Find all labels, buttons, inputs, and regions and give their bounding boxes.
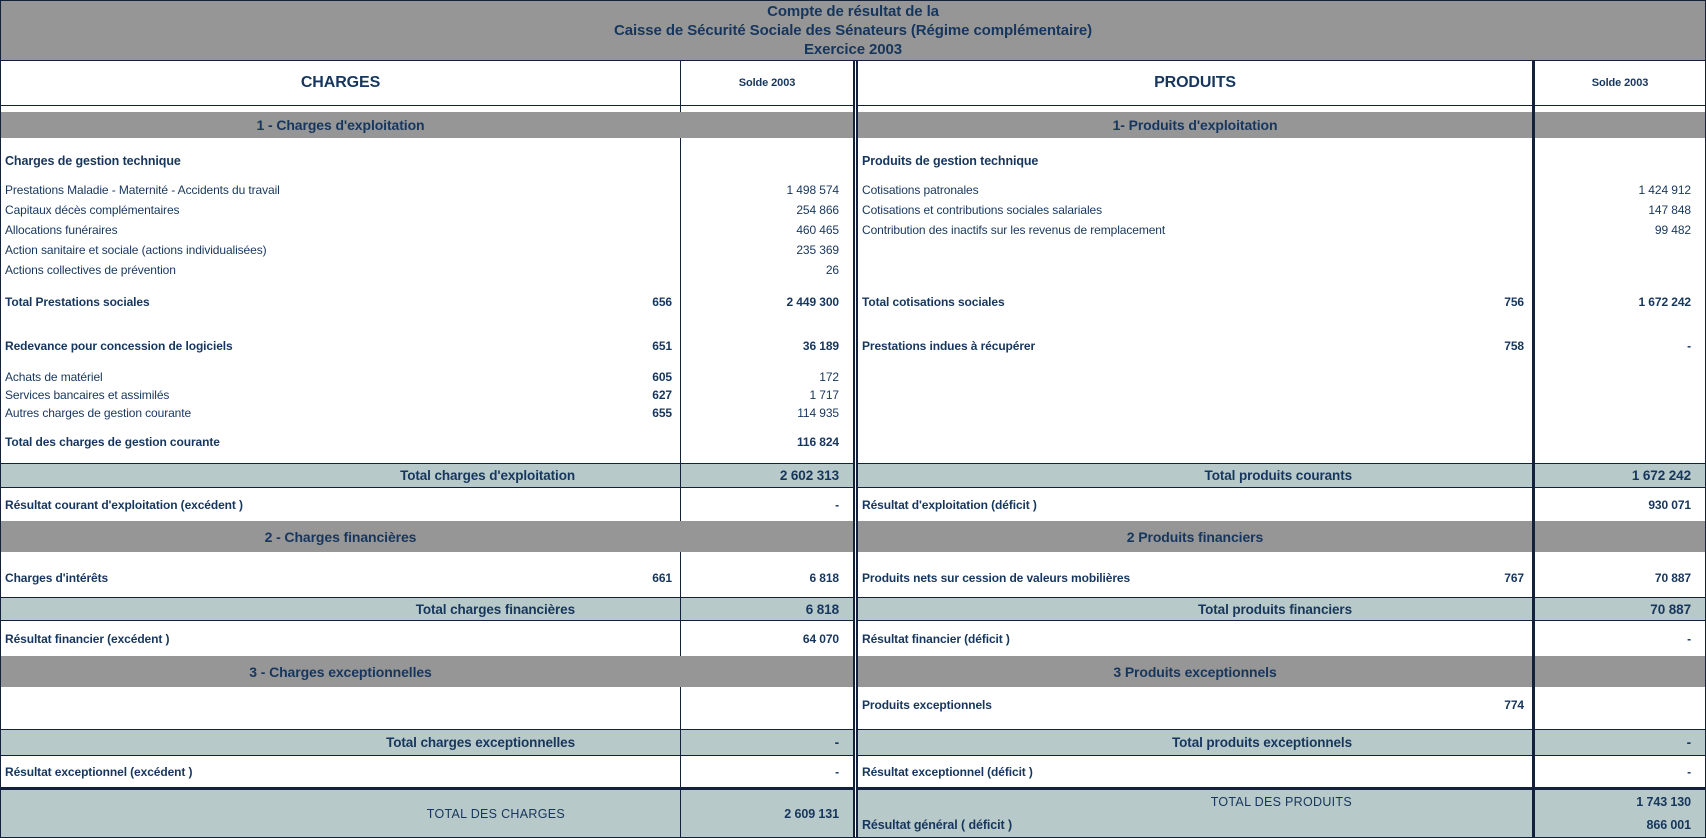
- solde-value: -: [1532, 621, 1705, 656]
- solde-2003-header-left: Solde 2003: [680, 61, 853, 105]
- row-label-text: 2 - Charges financières: [264, 528, 417, 545]
- table-row: [1, 404, 853, 422]
- subtotal-row: [1, 729, 853, 756]
- result-row: [858, 756, 1705, 787]
- spacer-row: [1, 138, 853, 152]
- spacer-row: [1, 280, 853, 292]
- table-row: [858, 432, 1705, 452]
- report-title-line-3: Exercice 2003: [804, 41, 902, 58]
- account-code: 756: [1504, 295, 1524, 309]
- solde-value: [1532, 312, 1705, 336]
- row-label-text: Redevance pour concession de logiciels: [5, 339, 233, 353]
- row-label: [1, 200, 680, 220]
- solde-value: [680, 589, 853, 597]
- row-label: [1, 180, 680, 200]
- row-label-text: Total produits courants: [1204, 468, 1352, 483]
- charges-rows: [1, 106, 853, 787]
- table-row: [858, 404, 1705, 422]
- result-row: [858, 621, 1705, 656]
- row-label: [1, 404, 680, 422]
- solde-value: [680, 280, 853, 292]
- solde-2003-header-right: Solde 2003: [1532, 61, 1705, 105]
- table-row: [858, 695, 1705, 715]
- solde-value: 70 887: [1532, 598, 1705, 620]
- solde-value: [1532, 695, 1705, 715]
- grand-total-charges-value: 2 609 131: [680, 790, 853, 837]
- solde-value: [680, 312, 853, 336]
- grand-total-produits-value: 1 743 130: [1532, 790, 1705, 814]
- solde-value: -: [1532, 336, 1705, 356]
- row-label: [858, 292, 1532, 312]
- row-label: [858, 756, 1532, 787]
- resultat-general-row: [858, 814, 1705, 838]
- spacer-row: [858, 280, 1705, 292]
- charges-header-row: [1, 61, 853, 106]
- solde-value: [1532, 422, 1705, 432]
- table-row: [1, 432, 853, 452]
- row-label: [858, 730, 1532, 755]
- grand-total-charges-row: [1, 790, 853, 837]
- row-label: [1, 152, 680, 170]
- subtotal-row: [858, 597, 1705, 621]
- solde-value: 99 482: [1532, 220, 1705, 240]
- row-label: [858, 567, 1532, 589]
- account-code: 627: [652, 388, 672, 402]
- solde-value: [1532, 280, 1705, 292]
- spacer-row: [858, 687, 1705, 695]
- grand-total-charges-label: TOTAL DES CHARGES: [426, 806, 565, 821]
- row-label: [858, 422, 1532, 432]
- charges-column-header: CHARGES: [300, 74, 381, 91]
- row-label: [858, 452, 1532, 463]
- row-label-text: Cotisations patronales: [862, 183, 979, 197]
- row-label: [1, 138, 680, 152]
- row-label-text: Produits nets sur cession de valeurs mobilières: [862, 571, 1131, 585]
- solde-value: 114 935: [680, 404, 853, 422]
- grand-total-produits-row: [858, 790, 1705, 814]
- solde-value: 36 189: [680, 336, 853, 356]
- row-label-text: 2 Produits financiers: [1126, 528, 1264, 545]
- section-header-row: [858, 656, 1705, 687]
- account-code: 605: [652, 370, 672, 384]
- table-row: [1, 336, 853, 356]
- row-label-text: Total des charges de gestion courante: [5, 435, 220, 449]
- table-row: [858, 336, 1705, 356]
- row-label: [1, 687, 680, 695]
- row-label-text: Résultat financier (déficit ): [862, 631, 1010, 646]
- spacer-row: [858, 138, 1705, 152]
- table-row: [858, 368, 1705, 386]
- subtotal-row: [858, 729, 1705, 756]
- row-label-text: Contribution des inactifs sur les revenus de remplacement: [862, 223, 1166, 237]
- row-label: [1, 386, 680, 404]
- row-label: [1, 292, 680, 312]
- result-row: [858, 488, 1705, 521]
- table-row: [1, 292, 853, 312]
- section-header-row: [858, 521, 1705, 552]
- row-label: [858, 621, 1532, 656]
- row-label: [858, 695, 1532, 715]
- solde-value: 70 887: [1532, 567, 1705, 589]
- table-row: [1, 220, 853, 240]
- row-label-text: Total Prestations sociales: [5, 295, 150, 309]
- row-label-text: 1 - Charges d'exploitation: [256, 117, 425, 133]
- solde-value: [680, 422, 853, 432]
- row-label-text: Total charges d'exploitation: [400, 468, 575, 483]
- solde-value: [1532, 386, 1705, 404]
- row-label-text: Total charges financières: [415, 601, 575, 617]
- section-header-row: [858, 112, 1705, 138]
- row-label-text: Produits exceptionnels: [862, 698, 992, 712]
- result-row: [1, 756, 853, 787]
- row-label: [858, 404, 1532, 422]
- solde-value: [680, 552, 853, 567]
- row-label: [1, 280, 680, 292]
- row-label: [858, 170, 1532, 180]
- report-title-line-1: Compte de résultat de la: [767, 3, 939, 20]
- row-label: [858, 200, 1532, 220]
- solde-value: 1 717: [680, 386, 853, 404]
- table-row: [858, 180, 1705, 200]
- grand-total-charges-block: [1, 787, 853, 837]
- solde-value: 172: [680, 368, 853, 386]
- row-label-text: Charges de gestion technique: [5, 154, 181, 168]
- solde-value: [1532, 170, 1705, 180]
- account-code: 651: [652, 339, 672, 353]
- result-row: [1, 621, 853, 656]
- row-label: [858, 386, 1532, 404]
- solde-value: -: [1532, 730, 1705, 755]
- spacer-row: [858, 422, 1705, 432]
- row-label-text: Services bancaires et assimilés: [5, 388, 170, 402]
- row-label: [1, 452, 680, 463]
- spacer-row: [858, 170, 1705, 180]
- produits-header-row: [858, 61, 1705, 106]
- spacer-row: [1, 715, 853, 729]
- row-label-text: 3 Produits exceptionnels: [1113, 663, 1277, 680]
- solde-value: [680, 356, 853, 368]
- row-label-text: Total charges exceptionnelles: [386, 735, 575, 750]
- solde-value: -: [680, 756, 853, 787]
- row-label: [1, 521, 680, 552]
- subtotal-row: [1, 597, 853, 621]
- produits-rows: [858, 106, 1705, 787]
- row-label: [1, 260, 680, 280]
- row-label: [858, 598, 1532, 620]
- table-row: [1, 386, 853, 404]
- solde-value: -: [1532, 756, 1705, 787]
- resultat-general-value: 866 001: [1532, 814, 1705, 838]
- result-row: [1, 488, 853, 521]
- row-label-text: Cotisations et contributions sociales salariales: [862, 203, 1102, 217]
- table-row: [1, 180, 853, 200]
- solde-value: [1532, 432, 1705, 452]
- row-label-text: Résultat exceptionnel (déficit ): [862, 764, 1033, 779]
- solde-value: [1532, 687, 1705, 695]
- solde-value: 147 848: [1532, 200, 1705, 220]
- solde-value: 235 369: [680, 240, 853, 260]
- spacer-row: [1, 589, 853, 597]
- spacer-row: [1, 170, 853, 180]
- row-label-text: Résultat d'exploitation (déficit ): [862, 497, 1037, 512]
- row-label-text: Total produits financiers: [1197, 601, 1352, 617]
- row-label: [1, 730, 680, 755]
- subtotal-row: [858, 463, 1705, 488]
- row-label: [858, 432, 1532, 452]
- row-label-text: Prestations indues à récupérer: [862, 339, 1036, 353]
- spacer-row: [858, 312, 1705, 336]
- produits-column-header: PRODUITS: [1154, 74, 1236, 91]
- row-label-text: Produits de gestion technique: [862, 154, 1039, 168]
- spacer-row: [1, 312, 853, 336]
- row-label: [858, 180, 1532, 200]
- spacer-row: [858, 715, 1705, 729]
- solde-value: 2 449 300: [680, 292, 853, 312]
- row-label-text: Actions collectives de prévention: [5, 263, 176, 277]
- table-row: [858, 260, 1705, 280]
- row-label-text: Prestations Maladie - Maternité - Accidents du travail: [5, 183, 280, 197]
- row-label: [1, 488, 680, 521]
- account-code: 655: [652, 406, 672, 420]
- spacer-row: [1, 422, 853, 432]
- subheading-row: [858, 152, 1705, 170]
- table-row: [858, 386, 1705, 404]
- row-label: [1, 598, 680, 620]
- account-code: 774: [1504, 698, 1524, 712]
- solde-value: 1 672 242: [1532, 292, 1705, 312]
- solde-value: [1532, 240, 1705, 260]
- row-label: [1, 112, 680, 138]
- solde-value: [1532, 404, 1705, 422]
- account-code: 661: [652, 571, 672, 585]
- row-label: [1, 695, 680, 715]
- row-label: [858, 152, 1532, 170]
- row-label: [858, 521, 1532, 552]
- row-label: [1, 715, 680, 729]
- row-label: [1, 170, 680, 180]
- table-row: [858, 292, 1705, 312]
- solde-value: 64 070: [680, 621, 853, 656]
- spacer-row: [1, 452, 853, 463]
- solde-value: [1532, 521, 1705, 552]
- table-row: [1, 567, 853, 589]
- row-label: [858, 464, 1532, 487]
- section-header-row: [1, 112, 853, 138]
- row-label-text: Total produits exceptionnels: [1172, 735, 1352, 750]
- row-label: [858, 280, 1532, 292]
- solde-value: 2 602 313: [680, 464, 853, 487]
- row-label-text: Allocations funéraires: [5, 223, 118, 237]
- table-row: [1, 200, 853, 220]
- solde-value: [680, 687, 853, 695]
- spacer-row: [1, 552, 853, 567]
- row-label: [1, 756, 680, 787]
- solde-value: [680, 715, 853, 729]
- solde-value: 1 498 574: [680, 180, 853, 200]
- solde-value: 116 824: [680, 432, 853, 452]
- solde-value: [680, 170, 853, 180]
- row-label: [1, 552, 680, 567]
- table-row: [858, 200, 1705, 220]
- row-label: [1, 220, 680, 240]
- row-label: [1, 621, 680, 656]
- solde-value: [1532, 138, 1705, 152]
- report-title: [1, 1, 1705, 61]
- spacer-row: [858, 552, 1705, 567]
- account-code: 656: [652, 295, 672, 309]
- row-label: [1, 240, 680, 260]
- row-label: [858, 112, 1532, 138]
- row-label: [858, 687, 1532, 695]
- row-label: [858, 552, 1532, 567]
- table-row: [1, 260, 853, 280]
- row-label-text: Action sanitaire et sociale (actions individualisées): [5, 243, 267, 257]
- solde-value: 930 071: [1532, 488, 1705, 521]
- grand-total-produits-label: TOTAL DES PRODUITS: [1210, 794, 1352, 809]
- row-label: [1, 368, 680, 386]
- solde-value: 460 465: [680, 220, 853, 240]
- spacer-row: [1, 356, 853, 368]
- table-row: [858, 567, 1705, 589]
- row-label: [858, 715, 1532, 729]
- row-label: [1, 656, 680, 687]
- resultat-general-label: Résultat général ( déficit ): [862, 818, 1013, 833]
- row-label: [858, 368, 1532, 386]
- grand-total-produits-block: [858, 787, 1705, 837]
- row-label: [1, 356, 680, 368]
- table-row: [1, 368, 853, 386]
- row-label-text: Résultat courant d'exploitation (excédent ): [5, 497, 243, 512]
- solde-value: 1 672 242: [1532, 464, 1705, 487]
- row-label: [1, 589, 680, 597]
- row-label-text: Résultat exceptionnel (excédent ): [5, 764, 193, 779]
- row-label: [858, 138, 1532, 152]
- row-label: [1, 312, 680, 336]
- solde-value: [1532, 715, 1705, 729]
- row-label: [858, 312, 1532, 336]
- section-header-row: [1, 656, 853, 687]
- row-label: [1, 422, 680, 432]
- row-label: [858, 589, 1532, 597]
- solde-value: [1532, 656, 1705, 687]
- account-code: 758: [1504, 339, 1524, 353]
- spacer-row: [858, 356, 1705, 368]
- row-label: [1, 432, 680, 452]
- solde-value: [680, 112, 853, 138]
- produits-panel: [858, 61, 1705, 837]
- solde-value: 26: [680, 260, 853, 280]
- row-label-text: Autres charges de gestion courante: [5, 406, 192, 420]
- subheading-row: [1, 152, 853, 170]
- row-label: [1, 567, 680, 589]
- solde-value: [680, 452, 853, 463]
- row-label-text: Achats de matériel: [5, 370, 103, 384]
- row-label: [858, 336, 1532, 356]
- table-row: [858, 220, 1705, 240]
- solde-value: [680, 152, 853, 170]
- row-label: [858, 488, 1532, 521]
- solde-value: 1 424 912: [1532, 180, 1705, 200]
- subtotal-row: [1, 463, 853, 488]
- solde-value: [680, 521, 853, 552]
- row-label: [1, 336, 680, 356]
- solde-value: 6 818: [680, 598, 853, 620]
- solde-value: [1532, 589, 1705, 597]
- solde-value: [680, 138, 853, 152]
- spacer-row: [858, 589, 1705, 597]
- solde-value: [1532, 368, 1705, 386]
- row-label-text: Total cotisations sociales: [862, 295, 1005, 309]
- row-label: [858, 260, 1532, 280]
- row-label-text: Charges d'intérêts: [5, 571, 109, 585]
- solde-value: -: [680, 488, 853, 521]
- report-title-line-2: Caisse de Sécurité Sociale des Sénateurs (Régime complémentaire): [614, 22, 1092, 39]
- solde-value: [680, 656, 853, 687]
- table-row: [858, 240, 1705, 260]
- spacer-row: [1, 687, 853, 695]
- solde-value: -: [680, 730, 853, 755]
- spacer-row: [858, 452, 1705, 463]
- section-header-row: [1, 521, 853, 552]
- account-code: 767: [1504, 571, 1524, 585]
- row-label-text: 1- Produits d'exploitation: [1112, 117, 1278, 133]
- row-label: [858, 356, 1532, 368]
- row-label-text: Résultat financier (excédent ): [5, 631, 170, 646]
- solde-value: [1532, 452, 1705, 463]
- solde-value: [1532, 152, 1705, 170]
- row-label: [858, 220, 1532, 240]
- table-row: [1, 695, 853, 715]
- solde-value: 6 818: [680, 567, 853, 589]
- solde-value: [1532, 552, 1705, 567]
- row-label-text: 3 - Charges exceptionnelles: [249, 663, 432, 680]
- charges-panel: [1, 61, 853, 837]
- row-label: [1, 464, 680, 487]
- solde-value: [680, 695, 853, 715]
- solde-value: [1532, 112, 1705, 138]
- solde-value: [1532, 356, 1705, 368]
- table-row: [1, 240, 853, 260]
- statement-body: [1, 61, 1705, 837]
- solde-value: 254 866: [680, 200, 853, 220]
- row-label: [858, 656, 1532, 687]
- row-label: [858, 240, 1532, 260]
- row-label-text: Capitaux décès complémentaires: [5, 203, 180, 217]
- solde-value: [1532, 260, 1705, 280]
